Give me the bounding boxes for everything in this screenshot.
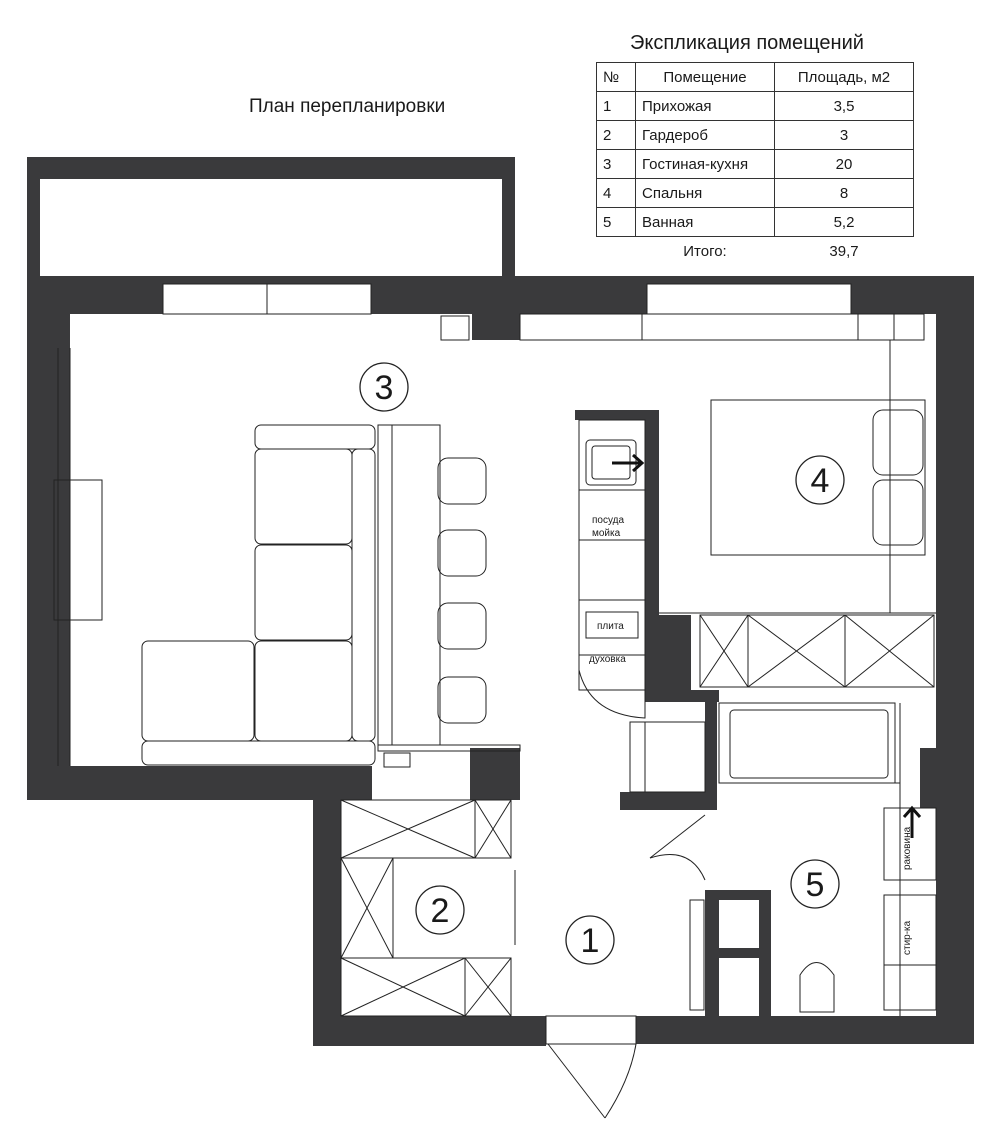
row-area: 8 [775, 179, 914, 208]
room-number-3: 3 [374, 369, 394, 407]
explication-title: Экспликация помещений [630, 32, 864, 54]
row-name: Гардероб [636, 121, 775, 150]
row-area: 5,2 [775, 208, 914, 237]
header-num: № [597, 63, 636, 92]
label-oven: духовка [589, 654, 626, 665]
header-room: Помещение [636, 63, 775, 92]
row-num: 3 [597, 150, 636, 179]
row-name: Спальня [636, 179, 775, 208]
row-name: Гостиная-кухня [636, 150, 775, 179]
row-area: 3,5 [775, 92, 914, 121]
label-sink-kitchen: мойка [592, 528, 621, 539]
label-stove: плита [597, 621, 624, 632]
fixture-labels [589, 515, 913, 955]
label-sink-bath: раковина [902, 826, 913, 870]
total-value: 39,7 [829, 242, 859, 260]
label-washer: стир-ка [902, 920, 913, 955]
label-dishes: посуда [592, 515, 625, 526]
room-number-1: 1 [580, 922, 600, 960]
row-area: 20 [775, 150, 914, 179]
plan-title: План перепланировки [249, 96, 446, 117]
room-number-4: 4 [810, 462, 830, 500]
row-num: 1 [597, 92, 636, 121]
row-name: Прихожая [636, 92, 775, 121]
row-area: 3 [775, 121, 914, 150]
room-number-2: 2 [430, 892, 450, 930]
row-num: 2 [597, 121, 636, 150]
row-name: Ванная [636, 208, 775, 237]
total-label: Итого: [683, 242, 727, 260]
furniture [54, 284, 936, 1118]
row-num: 4 [597, 179, 636, 208]
row-num: 5 [597, 208, 636, 237]
room-number-5: 5 [805, 866, 825, 904]
header-area: Площадь, м2 [775, 63, 914, 92]
